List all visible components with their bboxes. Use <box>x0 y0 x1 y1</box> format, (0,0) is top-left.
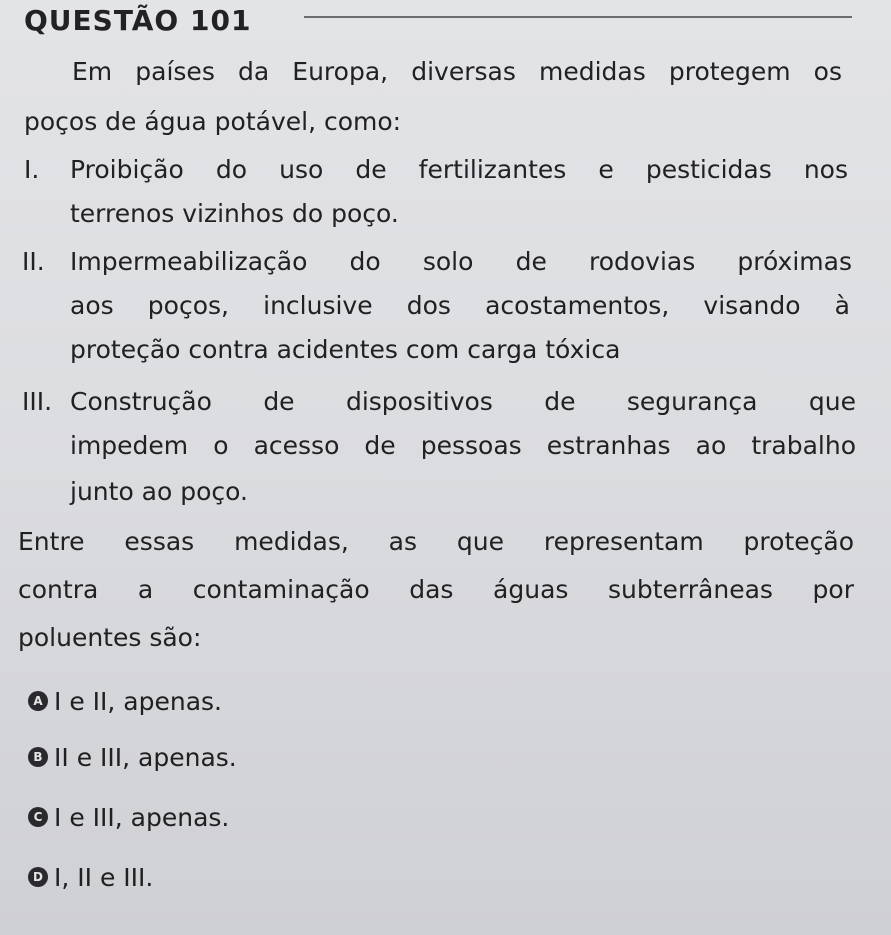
stem-line-3: poluentes são: <box>18 623 202 652</box>
option-a-text: I e II, apenas. <box>54 686 222 716</box>
option-b-text: II e III, apenas. <box>54 742 237 772</box>
option-c-letter: C <box>28 807 48 827</box>
item-2-line-1: Impermeabilização do solo de rodovias próximas <box>70 247 852 276</box>
intro-line-1: Em países da Europa, diversas medidas protegem os <box>72 57 842 86</box>
item-3-line-2: impedem o acesso de pessoas estranhas ao trabalho <box>70 431 856 460</box>
option-b[interactable] <box>28 740 237 774</box>
option-d-letter: D <box>28 867 48 887</box>
item-numeral-1: I. <box>24 155 40 184</box>
item-1-line-1: Proibição do uso de fertilizantes e pesticidas nos <box>70 155 848 184</box>
option-c-text: I e III, apenas. <box>54 802 230 832</box>
title-rule <box>304 16 852 18</box>
option-c[interactable] <box>28 800 229 834</box>
item-3-line-3: junto ao poço. <box>70 477 248 506</box>
stem-line-2: contra a contaminação das águas subterrâneas por <box>18 575 854 604</box>
option-a[interactable] <box>28 684 222 718</box>
intro-line-2: poços de água potável, como: <box>24 107 402 136</box>
item-2-line-2: aos poços, inclusive dos acostamentos, visando à <box>70 291 850 320</box>
question-header <box>24 4 864 44</box>
item-numeral-2: II. <box>22 247 45 276</box>
option-b-letter: B <box>28 747 48 767</box>
item-numeral-3: III. <box>22 387 53 416</box>
stem-line-1: Entre essas medidas, as que representam proteção <box>18 527 854 556</box>
item-3-line-1: Construção de dispositivos de segurança que <box>70 387 856 416</box>
item-2-line-3: proteção contra acidentes com carga tóxica <box>70 335 621 364</box>
option-d-text: I, II e III. <box>54 862 154 892</box>
item-1-line-2: terrenos vizinhos do poço. <box>70 199 399 228</box>
question-title: QUESTÃO 101 <box>24 4 252 37</box>
option-a-letter: A <box>28 691 48 711</box>
option-d[interactable] <box>28 860 153 894</box>
